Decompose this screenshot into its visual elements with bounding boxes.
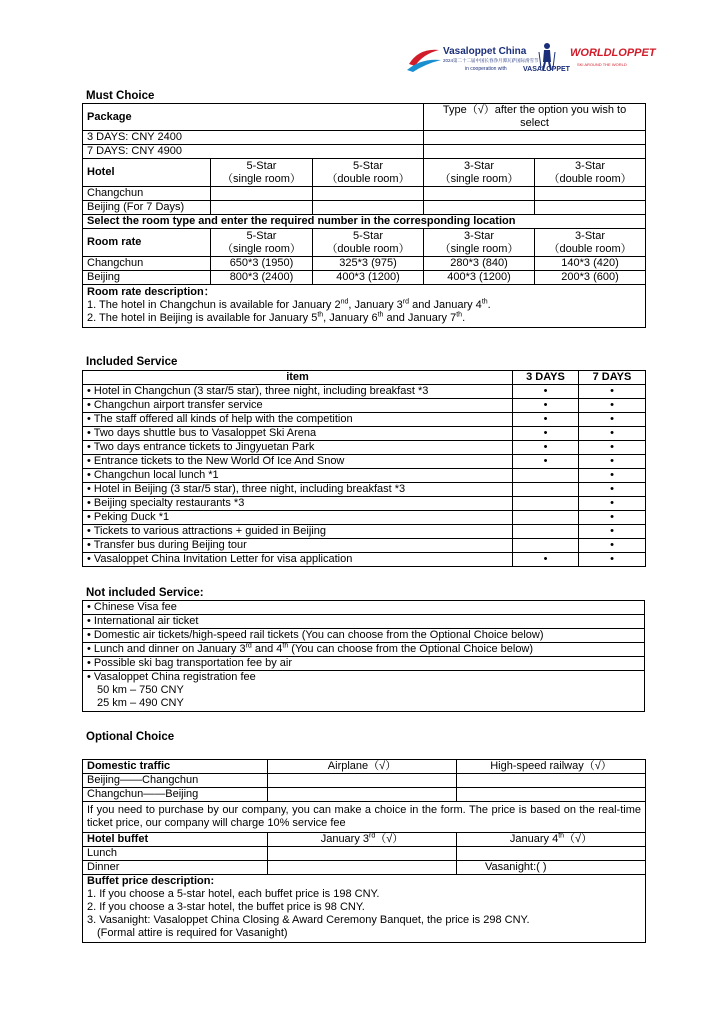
- airplane-header: Airplane（√）: [268, 760, 457, 774]
- package-label: Package: [83, 104, 424, 131]
- service-item: • Peking Duck *1: [83, 511, 513, 525]
- table-row: [83, 497, 646, 511]
- list-item: • Possible ski bag transportation fee by air: [83, 657, 645, 671]
- mark-3-days: [513, 469, 579, 483]
- room-kind: （double room）: [548, 242, 632, 255]
- table-row: [83, 469, 646, 483]
- mark-3-days: •: [513, 413, 579, 427]
- room-kind: （single room）: [222, 172, 301, 185]
- text: , January 6: [323, 312, 378, 324]
- railway-header: High-speed railway（√）: [457, 760, 646, 774]
- hotel-choice-cell[interactable]: [424, 187, 535, 201]
- mark-3-days: •: [513, 427, 579, 441]
- package-7-days-choice[interactable]: [424, 145, 646, 159]
- jan4-lunch-choice[interactable]: [457, 847, 646, 861]
- cooperation-text: in cooperation with: [465, 66, 507, 72]
- vasaloppet-wordmark: VASALOPPET: [523, 66, 570, 73]
- sup: th: [558, 832, 565, 840]
- room-type-header: [535, 229, 646, 257]
- mark-7-days: •: [579, 483, 646, 497]
- mark-7-days: •: [579, 413, 646, 427]
- airplane-choice-cell[interactable]: [268, 788, 457, 802]
- text: • Lunch and dinner on January 3: [87, 643, 246, 655]
- mark-3-days: [513, 539, 579, 553]
- mark-7-days: •: [579, 525, 646, 539]
- service-item: • Two days shuttle bus to Vasaloppet Ski Arena: [83, 427, 513, 441]
- package-3-days-choice[interactable]: [424, 131, 646, 145]
- meal-lunch: Lunch: [83, 847, 268, 861]
- worldloppet-tagline: SKI AROUND THE WORLD: [577, 62, 627, 67]
- room-star: 5-Star: [353, 159, 383, 172]
- room-kind: （double room）: [326, 242, 410, 255]
- text: and January 4: [409, 299, 482, 311]
- rate-city: Changchun: [83, 257, 211, 271]
- text: .: [487, 299, 491, 311]
- text: (You can choose from the Optional Choice below): [288, 643, 534, 655]
- table-row: [83, 455, 646, 469]
- jan3-header: [268, 833, 457, 847]
- included-service-title: Included Service: [86, 356, 178, 368]
- optional-choice-table: [82, 759, 646, 943]
- text: 1. The hotel in Changchun is available for January 2: [87, 299, 341, 311]
- hotel-choice-cell[interactable]: [535, 201, 646, 215]
- room-kind: （single room）: [439, 242, 519, 255]
- buffet-desc-line: 3. Vasanight: Vasaloppet China Closing & Award Ceremony Banquet, the price is 298 CNY.: [87, 914, 530, 926]
- meal-dinner: Dinner: [83, 861, 268, 875]
- sup: rd: [245, 642, 252, 650]
- mark-3-days: [513, 525, 579, 539]
- hotel-choice-cell[interactable]: [535, 187, 646, 201]
- rate-value: 400*3 (1200): [313, 271, 424, 285]
- select-instruction: Select the room type and enter the required number in the corresponding location: [83, 215, 646, 229]
- mark-3-days: [513, 511, 579, 525]
- registration-fee: [83, 671, 645, 712]
- rate-value: 400*3 (1200): [424, 271, 535, 285]
- room-star: 5-Star: [246, 229, 277, 242]
- mark-3-days: •: [513, 553, 579, 567]
- sup: th: [456, 311, 463, 319]
- room-kind: （double room）: [326, 172, 410, 185]
- sup: th: [317, 311, 324, 319]
- registration-title: • Vasaloppet China registration fee: [87, 671, 256, 683]
- room-kind: （single room）: [222, 242, 301, 255]
- buffet-desc-title: Buffet price description:: [87, 875, 215, 887]
- text: and 4: [251, 643, 283, 655]
- text: （√）: [564, 833, 593, 845]
- sup: th: [481, 298, 488, 306]
- mark-3-days: •: [513, 399, 579, 413]
- table-row: [83, 385, 646, 399]
- table-row: [83, 427, 646, 441]
- airplane-choice-cell[interactable]: [268, 774, 457, 788]
- railway-choice-cell[interactable]: [457, 788, 646, 802]
- service-item: • Changchun local lunch *1: [83, 469, 513, 483]
- sup: rd: [402, 298, 410, 306]
- hotel-choice-cell[interactable]: [424, 201, 535, 215]
- room-type-header: [211, 159, 313, 187]
- col-7-days: 7 DAYS: [579, 371, 646, 385]
- not-included-table: [82, 600, 645, 712]
- brand-name: Vasaloppet China: [443, 46, 527, 57]
- room-star: 3-Star: [464, 159, 495, 172]
- hotel-beijing: Beijing (For 7 Days): [83, 201, 211, 215]
- hotel-changchun: Changchun: [83, 187, 211, 201]
- table-row: [83, 511, 646, 525]
- col-item: item: [83, 371, 513, 385]
- service-item: • Tickets to various attractions + guided in Beijing: [83, 525, 513, 539]
- service-item: • The staff offered all kinds of help with the competition: [83, 413, 513, 427]
- mark-7-days: •: [579, 511, 646, 525]
- sup: rd: [369, 832, 376, 840]
- type-hint: Type（√）after the option you wish to select: [424, 104, 646, 131]
- package-3-days: 3 DAYS: CNY 2400: [83, 131, 424, 145]
- table-row: [83, 539, 646, 553]
- railway-choice-cell[interactable]: [457, 774, 646, 788]
- hotel-choice-cell[interactable]: [211, 201, 313, 215]
- text: .: [462, 312, 466, 324]
- service-item: • Beijing specialty restaurants *3: [83, 497, 513, 511]
- included-rows: [83, 385, 646, 567]
- buffet-desc-line: (Formal attire is required for Vasanight): [97, 927, 288, 939]
- worldloppet-logo: WORLDLOPPET: [570, 47, 656, 59]
- service-item: • Vasaloppet China Invitation Letter for visa application: [83, 553, 513, 567]
- domestic-traffic-label: Domestic traffic: [83, 760, 268, 774]
- room-rate-label: Room rate: [83, 229, 211, 257]
- room-type-header: [424, 229, 535, 257]
- mark-3-days: •: [513, 441, 579, 455]
- rate-desc-title: Room rate description：: [87, 286, 215, 298]
- room-star: 5-Star: [353, 229, 383, 242]
- jan3-dinner-choice[interactable]: [268, 861, 457, 875]
- text: 2. The hotel in Beijing is available for January 5: [87, 312, 318, 324]
- service-item: • Hotel in Changchun (3 star/5 star), three night, including breakfast *3: [83, 385, 513, 399]
- list-item: [83, 643, 645, 657]
- rate-value: 280*3 (840): [424, 257, 535, 271]
- hotel-label: Hotel: [83, 159, 211, 187]
- rate-desc-line: [87, 312, 641, 325]
- mark-7-days: •: [579, 497, 646, 511]
- jan4-header: [457, 833, 646, 847]
- mark-3-days: [513, 497, 579, 511]
- rate-value: 140*3 (420): [535, 257, 646, 271]
- sup: th: [377, 311, 384, 319]
- mark-7-days: •: [579, 539, 646, 553]
- mark-7-days: •: [579, 427, 646, 441]
- sup: nd: [340, 298, 349, 306]
- table-row: [83, 441, 646, 455]
- room-type-header: [211, 229, 313, 257]
- room-rate-description: [83, 285, 646, 328]
- col-3-days: 3 DAYS: [513, 371, 579, 385]
- rate-city: Beijing: [83, 271, 211, 285]
- rate-value: 650*3 (1950): [211, 257, 313, 271]
- room-type-header: [424, 159, 535, 187]
- room-star: 3-Star: [575, 159, 606, 172]
- rate-value: 200*3 (600): [535, 271, 646, 285]
- fee-line: 50 km – 750 CNY: [97, 684, 184, 696]
- service-item: • Hotel in Beijing (3 star/5 star), three night, including breakfast *3: [83, 483, 513, 497]
- table-row: [83, 399, 646, 413]
- room-type-header: [313, 229, 424, 257]
- hotel-buffet-label: Hotel buffet: [83, 833, 268, 847]
- table-row: [83, 525, 646, 539]
- mark-7-days: •: [579, 553, 646, 567]
- buffet-description: [83, 875, 646, 943]
- not-included-title: Not included Service:: [86, 587, 204, 599]
- service-item: • Transfer bus during Beijing tour: [83, 539, 513, 553]
- mark-3-days: [513, 483, 579, 497]
- text: and January 7: [383, 312, 457, 324]
- route: Changchun——Beijing: [83, 788, 268, 802]
- room-kind: （double room）: [548, 172, 632, 185]
- mark-3-days: •: [513, 455, 579, 469]
- route: Beijing——Changchun: [83, 774, 268, 788]
- header-logos: [405, 42, 656, 76]
- table-row: [83, 483, 646, 497]
- included-service-table: [82, 370, 646, 567]
- table-row: [83, 553, 646, 567]
- mark-7-days: •: [579, 385, 646, 399]
- hotel-choice-cell[interactable]: [313, 187, 424, 201]
- text: January 3: [320, 833, 370, 845]
- mark-7-days: •: [579, 441, 646, 455]
- mark-7-days: •: [579, 399, 646, 413]
- list-item: • International air ticket: [83, 615, 645, 629]
- sup: th: [282, 642, 289, 650]
- vasanight-choice[interactable]: Vasanight:( ): [457, 861, 646, 875]
- hotel-choice-cell[interactable]: [313, 201, 424, 215]
- list-item: • Chinese Visa fee: [83, 601, 645, 615]
- jan3-lunch-choice[interactable]: [268, 847, 457, 861]
- room-star: 5-Star: [246, 159, 277, 172]
- buffet-desc-line: 2. If you choose a 3-star hotel, the buffet price is 98 CNY.: [87, 901, 365, 913]
- text: , January 3: [348, 299, 403, 311]
- room-type-header: [535, 159, 646, 187]
- room-star: 3-Star: [464, 229, 495, 242]
- rate-desc-line: [87, 299, 641, 312]
- buffet-desc-line: 1. If you choose a 5-star hotel, each buffet price is 198 CNY.: [87, 888, 380, 900]
- rate-value: 325*3 (975): [313, 257, 424, 271]
- room-star: 3-Star: [575, 229, 606, 242]
- brand-subtitle: 2024第二十二届中国长春净月潭瓦萨国际滑雪节: [443, 58, 539, 63]
- room-type-header: [313, 159, 424, 187]
- room-kind: （single room）: [439, 172, 519, 185]
- package-7-days: 7 DAYS: CNY 4900: [83, 145, 424, 159]
- rate-value: 800*3 (2400): [211, 271, 313, 285]
- service-item: • Entrance tickets to the New World Of Ice And Snow: [83, 455, 513, 469]
- mark-3-days: •: [513, 385, 579, 399]
- hotel-choice-cell[interactable]: [211, 187, 313, 201]
- must-choice-title: Must Choice: [86, 90, 155, 102]
- table-row: [83, 413, 646, 427]
- must-choice-table: [82, 103, 646, 328]
- vasaloppet-china-logo-icon: [405, 42, 445, 76]
- text: （√）: [375, 833, 404, 845]
- service-item: • Two days entrance tickets to Jingyuetan Park: [83, 441, 513, 455]
- list-item: • Domestic air tickets/high-speed rail tickets (You can choose from the Optional Choice below): [83, 629, 645, 643]
- text: January 4: [509, 833, 559, 845]
- purchase-note: If you need to purchase by our company, you can make a choice in the form. The price is based on the real-time ticket price, our company will charge 10% service fee: [83, 802, 646, 833]
- optional-choice-title: Optional Choice: [86, 731, 175, 743]
- mark-7-days: •: [579, 469, 646, 483]
- service-item: • Changchun airport transfer service: [83, 399, 513, 413]
- fee-line: 25 km – 490 CNY: [97, 697, 184, 709]
- mark-7-days: •: [579, 455, 646, 469]
